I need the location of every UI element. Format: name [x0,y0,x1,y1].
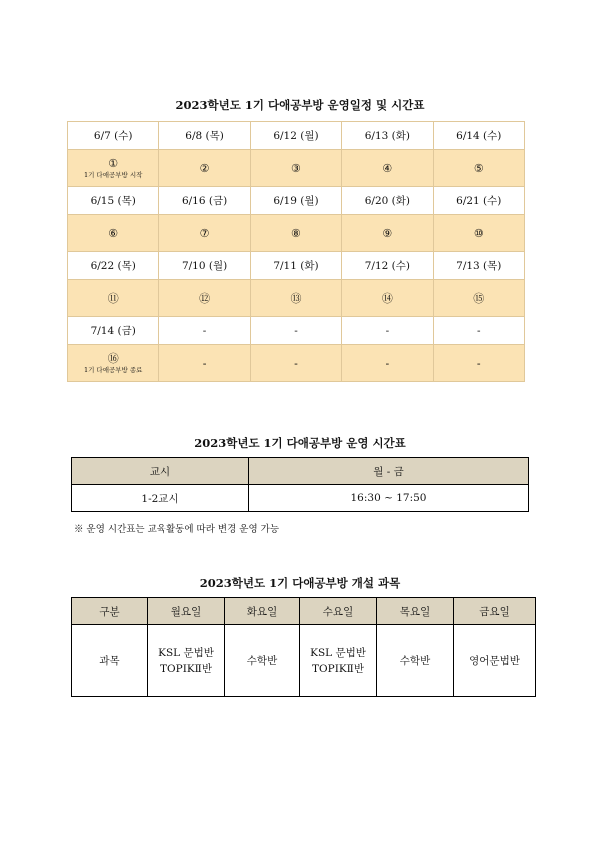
session-number: ⑮ [473,291,485,305]
session-number: ④ [382,161,393,175]
session-row [68,280,525,317]
session-number: ② [199,161,210,175]
course-name: TOPIKⅡ반 [160,662,212,675]
course-name: TOPIKⅡ반 [312,662,364,675]
date-cell: 7/13 (목) [433,252,524,280]
days-header: 월 - 금 [249,458,529,485]
session-cell [159,215,250,252]
session-number: ⑦ [199,226,210,240]
session-number: - [476,356,481,370]
session-cell [342,215,433,252]
date-cell: 7/10 (월) [159,252,250,280]
session-number: ⑫ [199,291,211,305]
date-cell: 7/14 (금) [68,317,159,345]
session-note: 1기 다애공부방 종료 [83,365,143,374]
date-cell: - [342,317,433,345]
session-cell [342,345,433,382]
time-cell: 16:30 ~ 17:50 [249,485,529,512]
session-cell [342,150,433,187]
courses-header-cell: 수요일 [300,598,377,625]
courses-header-cell: 화요일 [225,598,300,625]
period-header: 교시 [72,458,249,485]
session-number: ⑧ [291,226,301,240]
operation-row [72,485,529,512]
session-number: - [202,356,207,370]
course-cell [454,625,536,697]
date-row [68,122,525,150]
session-number: ⑩ [473,226,484,240]
operation-header-row [72,458,529,485]
session-number: ③ [291,161,301,175]
course-cell [225,625,300,697]
courses-header-cell: 구분 [72,598,148,625]
courses-title: 2023학년도 1기 다애공부방 개설 과목 [199,576,401,590]
session-cell [250,215,341,252]
date-cell: - [250,317,341,345]
date-cell: 7/11 (화) [250,252,341,280]
session-cell [68,280,159,317]
date-cell: 7/12 (수) [342,252,433,280]
session-cell [342,280,433,317]
session-cell [250,280,341,317]
period-cell: 1-2교시 [72,485,249,512]
session-cell [68,215,159,252]
courses-row [72,625,536,697]
courses-header-cell: 월요일 [148,598,225,625]
course-name: 수학반 [246,654,278,667]
date-cell: 6/15 (목) [68,187,159,215]
date-cell: 6/20 (화) [342,187,433,215]
courses-header-row [72,598,536,625]
session-cell [250,150,341,187]
session-number: - [385,356,390,370]
session-number: ① [108,156,119,170]
session-cell [433,150,524,187]
date-cell: 6/21 (수) [433,187,524,215]
session-number: ⑤ [473,161,484,175]
course-name: KSL 문법반 [158,646,214,659]
session-cell [433,215,524,252]
course-name: 수학반 [399,654,431,667]
session-number: ⑭ [381,291,393,305]
operation-table [71,457,529,512]
date-cell: 6/19 (월) [250,187,341,215]
courses-header-cell: 목요일 [377,598,454,625]
session-row [68,345,525,382]
row-label: 과목 [72,625,148,697]
session-cell [68,150,159,187]
session-note: 1기 다애공부방 시작 [83,170,143,179]
date-cell: 6/8 (목) [159,122,250,150]
session-row [68,150,525,187]
session-row [68,215,525,252]
course-cell [300,625,377,697]
session-number: ⑪ [107,291,119,305]
course-cell [377,625,454,697]
courses-header-cell: 금요일 [454,598,536,625]
session-number: - [294,356,298,370]
date-cell: 6/12 (월) [250,122,341,150]
session-cell [250,345,341,382]
session-number: ⑨ [382,226,393,240]
date-cell: 6/13 (화) [342,122,433,150]
session-cell [433,345,524,382]
session-number: ⑬ [290,291,302,305]
session-number: ⑯ [107,351,119,365]
session-cell [159,280,250,317]
date-cell: 6/7 (수) [68,122,159,150]
operation-title: 2023학년도 1기 다애공부방 운영 시간표 [194,436,406,450]
date-cell: 6/22 (목) [68,252,159,280]
session-number: ⑥ [108,226,119,240]
session-cell [68,345,159,382]
date-cell: - [433,317,524,345]
session-cell [433,280,524,317]
schedule-title: 2023학년도 1기 다애공부방 운영일정 및 시간표 [175,98,425,112]
footnote: ※ 운영 시간표는 교육활동에 따라 변경 운영 가능 [74,524,280,535]
schedule-table [67,121,525,382]
date-row [68,187,525,215]
session-cell [159,150,250,187]
session-cell [159,345,250,382]
course-name: KSL 문법반 [310,646,366,659]
date-cell: 6/16 (금) [159,187,250,215]
date-row [68,252,525,280]
date-row [68,317,525,345]
course-name: 영어문법반 [469,654,520,667]
courses-table [71,597,536,697]
date-cell: - [159,317,250,345]
date-cell: 6/14 (수) [433,122,524,150]
course-cell [148,625,225,697]
